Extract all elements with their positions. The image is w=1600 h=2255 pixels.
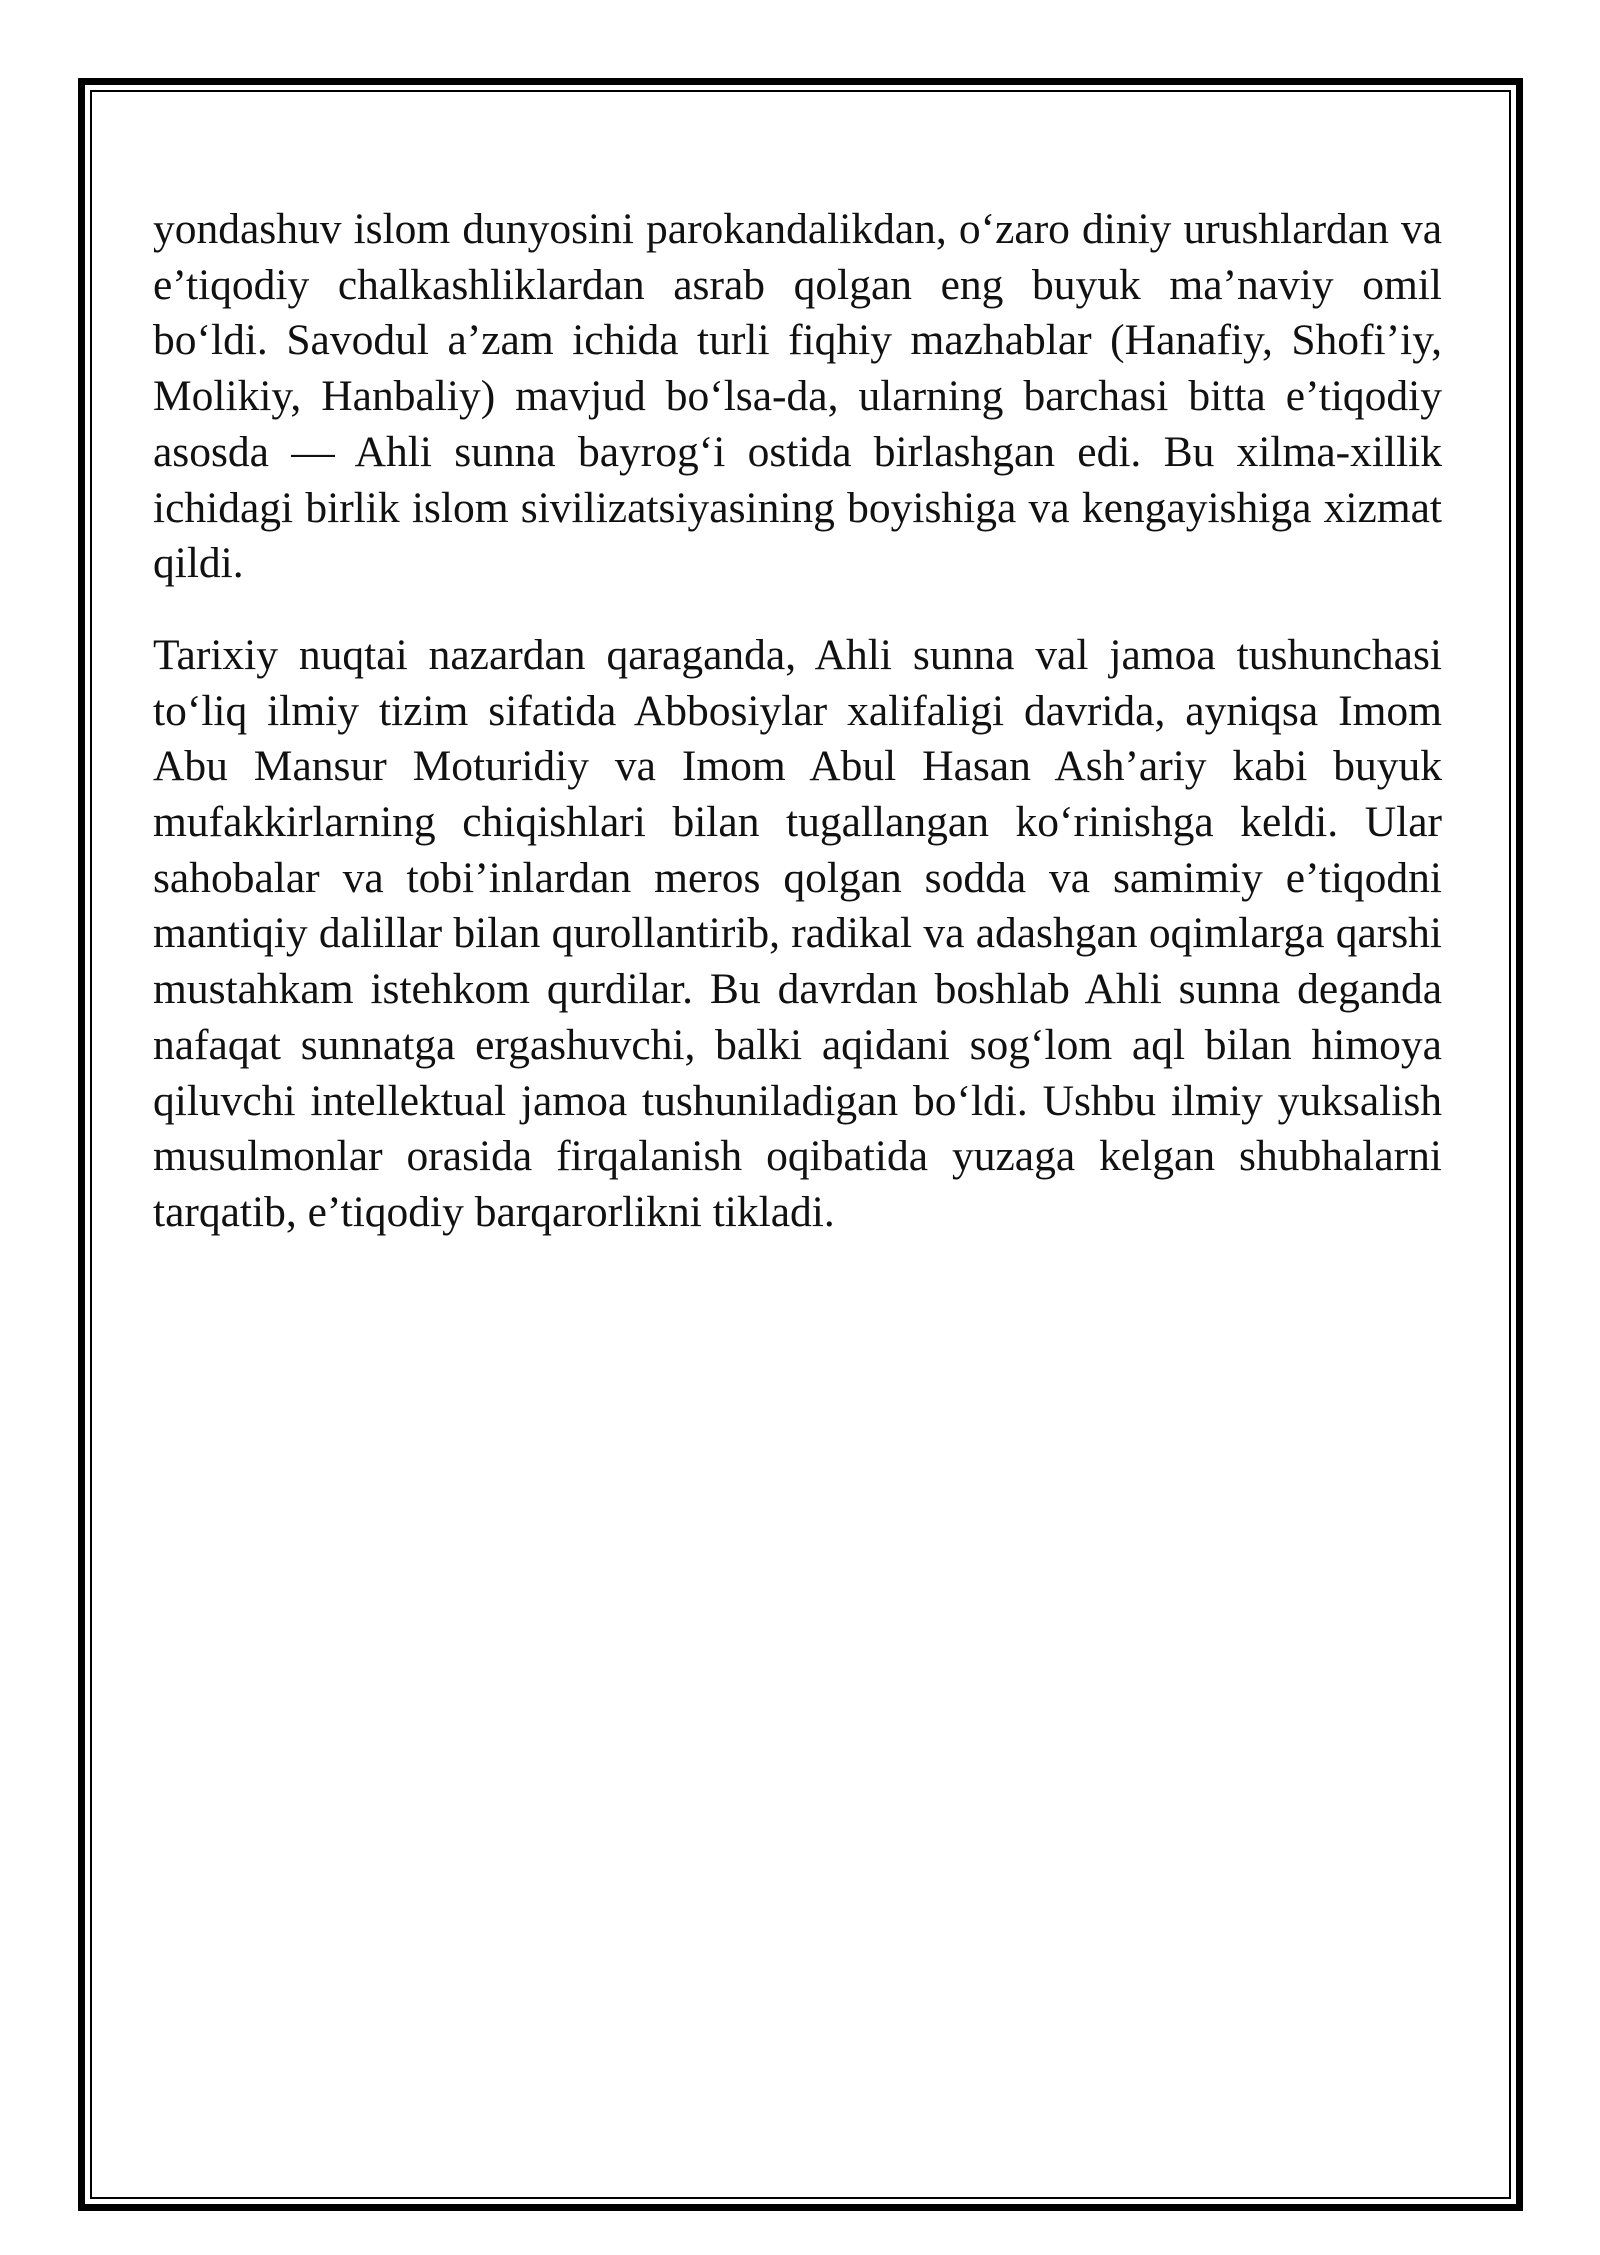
paragraph: Tarixiy nuqtai nazardan qaraganda, Ahli sunna val jamoa tushunchasi to‘liq ilmiy tizim sifatida Abbosiylar xalifaligi davrida, ayniqsa Imom Abu Mansur Moturidiy va Imom Abul Hasan Ash’ariy kabi buyuk mufakkirlarning chiqishlari bilan tugallangan ko‘rinishga keldi. Ular sahobalar va tobi’inlardan meros qolgan sodda va samimiy e’tiqodni mantiqiy dalillar bilan qurollantirib, radikal va adashgan oqimlarga qarshi mustahkam istehkom qurdilar. Bu davrdan boshlab Ahli sunna deganda nafaqat sunnatga ergashuvchi, balki aqidani sog‘lom aql bilan himoya qiluvchi intellektual jamoa tushuniladigan bo‘ldi. Ushbu ilmiy yuksalish musulmonlar orasida firqalanish oqibatida yuzaga kelgan shubhalarni tarqatib, e’tiqodiy barqarorlikni tikladi. <box>153 630 1442 1236</box>
paragraph: yondashuv islom dunyosini parokandalikdan, o‘zaro diniy urushlardan va e’tiqodiy chalkashliklardan asrab qolgan eng buyuk ma’naviy omil bo‘ldi. Savodul a’zam ichida turli fiqhiy mazhablar (Hanafiy, Shofi’iy, Molikiy, Hanbaliy) mavjud bo‘lsa-da, ularning barchasi bitta e’tiqodiy asosda — Ahli sunna bayrog‘i ostida birlashgan edi. Bu xilma-xillik ichidagi birlik islom sivilizatsiyasining boyishiga va kengayishiga xizmat qildi. <box>153 205 1442 588</box>
document-body <box>153 202 1442 1241</box>
